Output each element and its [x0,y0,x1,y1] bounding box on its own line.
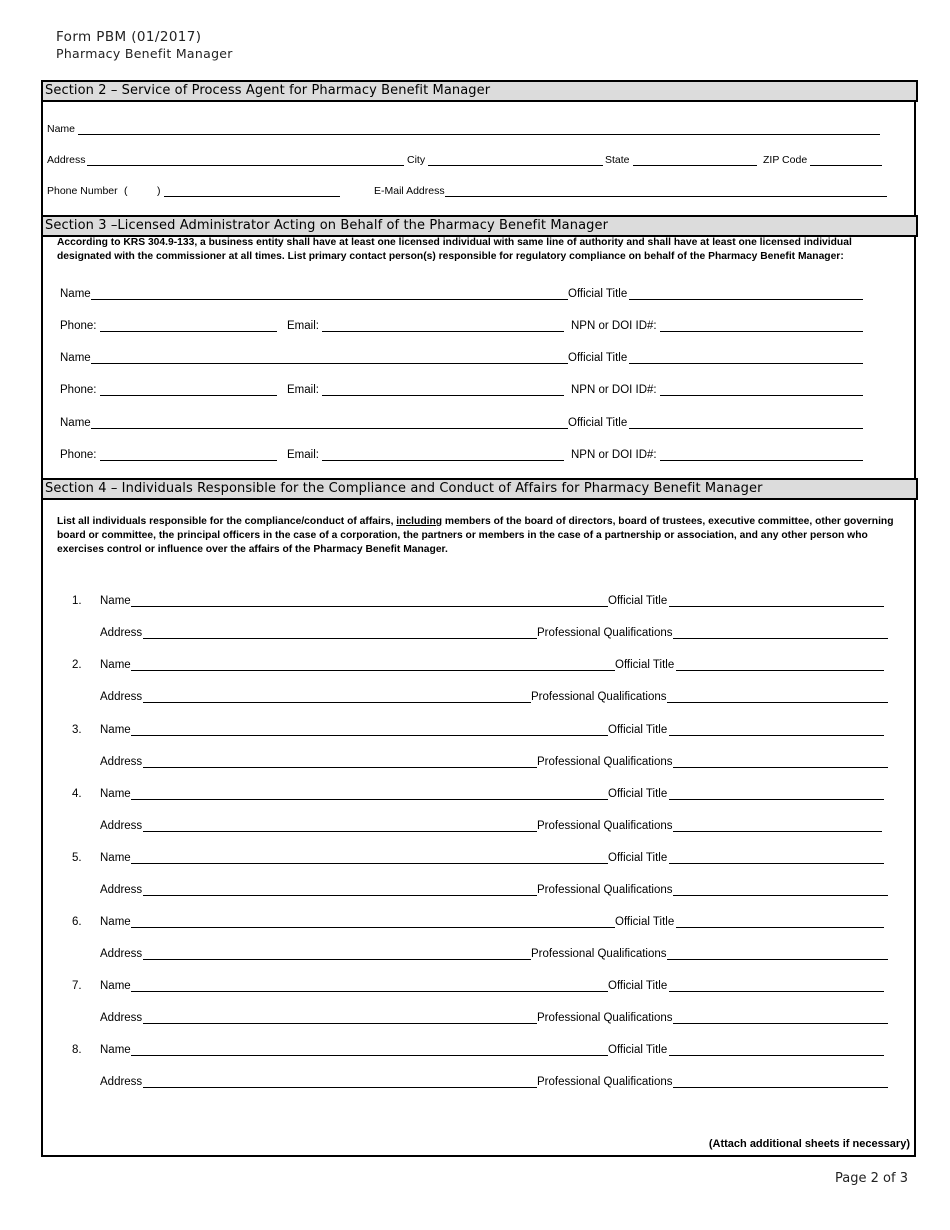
s4-qualifications-field[interactable] [673,831,882,832]
s4-address-label: Address [100,627,143,639]
s4-qualifications-label: Professional Qualifications [537,820,673,832]
s4-title-label: Official Title [608,724,668,736]
s2-phone-label: Phone Number [47,185,118,197]
s3-npn-label: NPN or DOI ID#: [571,384,657,396]
s3-instructions: According to KRS 304.9-133, a business entity shall have at least one licensed individual with same line of authority and shall have at least one licensed individual designated with the commissioner at all times. List primary contact person(s) responsible for regulatory compliance on behalf of the Pharmacy Benefit Manager: [57,237,852,262]
s4-qualifications-label: Professional Qualifications [537,627,673,639]
s4-entry-number: 6. [72,916,82,928]
s4-name-field[interactable] [131,1055,608,1056]
s3-phone-label: Phone: [60,320,97,332]
s3-name-label: Name [60,288,91,300]
s4-entry-number: 8. [72,1044,82,1056]
s4-address-label: Address [100,948,143,960]
s3-npn-field[interactable] [660,395,863,396]
s4-qualifications-label: Professional Qualifications [537,1076,673,1088]
s4-entry-number: 4. [72,788,82,800]
s3-name-field[interactable] [91,363,568,364]
s3-title-field[interactable] [629,299,863,300]
section-3-title: Section 3 –Licensed Administrator Acting on Behalf of the Pharmacy Benefit Manager [41,215,918,237]
s4-address-label: Address [100,1012,143,1024]
s4-title-field[interactable] [669,1055,884,1056]
s3-phone-field[interactable] [100,460,277,461]
s4-qualifications-label: Professional Qualifications [537,884,673,896]
s4-name-field[interactable] [131,799,608,800]
s4-title-field[interactable] [669,735,884,736]
s3-email-label: Email: [287,449,319,461]
s4-qualifications-field[interactable] [667,959,888,960]
s2-zip-label: ZIP Code [763,154,808,166]
s3-email-label: Email: [287,320,319,332]
s2-name-field[interactable] [78,134,880,135]
s4-qualifications-field[interactable] [673,1087,888,1088]
s4-title-label: Official Title [608,980,668,992]
s3-name-field[interactable] [91,428,568,429]
s3-npn-label: NPN or DOI ID#: [571,320,657,332]
s4-address-field[interactable] [143,895,537,896]
s4-title-label: Official Title [608,1044,668,1056]
s4-qualifications-field[interactable] [673,638,888,639]
section-2-title: Section 2 – Service of Process Agent for Pharmacy Benefit Manager [41,80,918,102]
section-4-title: Section 4 – Individuals Responsible for the Compliance and Conduct of Affairs for Pharmacy Benefit Manager [41,478,918,500]
s4-address-field[interactable] [143,638,537,639]
s4-qualifications-field[interactable] [673,767,888,768]
s4-qualifications-field[interactable] [673,895,888,896]
s3-email-label: Email: [287,384,319,396]
s4-name-label: Name [100,1044,131,1056]
s2-state-field[interactable] [633,165,757,166]
s4-name-field[interactable] [131,863,608,864]
s4-name-label: Name [100,852,131,864]
s3-title-label: Official Title [568,352,628,364]
s4-instructions-end: members of the board of directors, board of trustees, executive committee, other governing board or committee, the principal officers in the case of a corporation, the partners or members in the case of a partnership or association, and any other person who exercises control or influence over the affairs of the Pharmacy Benefit Manager. [57,516,894,555]
s4-address-field[interactable] [143,959,531,960]
s3-email-field[interactable] [322,395,564,396]
s4-title-field[interactable] [669,606,884,607]
s4-name-field[interactable] [131,927,615,928]
s2-address-label: Address [47,154,86,166]
s3-npn-field[interactable] [660,331,863,332]
s3-npn-field[interactable] [660,460,863,461]
s4-title-label: Official Title [608,595,668,607]
s4-qualifications-label: Professional Qualifications [537,1012,673,1024]
s4-entry-number: 3. [72,724,82,736]
s4-entry-number: 7. [72,980,82,992]
form-id: Form PBM (01/2017) [56,29,202,45]
s4-qualifications-label: Professional Qualifications [531,691,667,703]
s2-email-field[interactable] [445,196,887,197]
s3-title-field[interactable] [629,363,863,364]
s2-state-label: State [605,154,630,166]
s4-title-field[interactable] [669,799,884,800]
s4-name-label: Name [100,659,131,671]
s3-title-field[interactable] [629,428,863,429]
s4-title-label: Official Title [615,659,675,671]
s3-npn-label: NPN or DOI ID#: [571,449,657,461]
s3-phone-field[interactable] [100,395,277,396]
s3-phone-field[interactable] [100,331,277,332]
s4-title-label: Official Title [608,788,668,800]
page-number: Page 2 of 3 [835,1171,908,1186]
s3-name-label: Name [60,352,91,364]
s4-qualifications-label: Professional Qualifications [531,948,667,960]
s2-email-label: E-Mail Address [374,185,445,197]
s4-qualifications-field[interactable] [673,1023,888,1024]
s4-name-field[interactable] [131,606,608,607]
s4-title-field[interactable] [669,991,884,992]
s4-address-label: Address [100,1076,143,1088]
s3-phone-label: Phone: [60,449,97,461]
s4-name-label: Name [100,980,131,992]
s4-instructions-emphasis: including [396,516,443,527]
s4-address-field[interactable] [143,767,537,768]
s4-address-label: Address [100,820,143,832]
s2-phone-paren-close: ) [157,185,161,197]
s2-city-field[interactable] [428,165,603,166]
s2-phone-paren-open: ( [124,185,128,197]
s4-address-field[interactable] [143,702,531,703]
s4-address-label: Address [100,884,143,896]
s4-title-field[interactable] [676,927,884,928]
s4-entry-number: 1. [72,595,82,607]
s4-name-label: Name [100,788,131,800]
s4-name-field[interactable] [131,991,608,992]
s4-name-field[interactable] [131,670,615,671]
s4-address-field[interactable] [143,1087,537,1088]
s3-title-label: Official Title [568,417,628,429]
s2-zip-field[interactable] [810,165,882,166]
s4-instructions-start: List all individuals responsible for the compliance/conduct of affairs, [57,516,397,527]
s4-entry-number: 5. [72,852,82,864]
form-subtitle: Pharmacy Benefit Manager [56,46,233,61]
s4-address-field[interactable] [143,1023,537,1024]
s4-name-label: Name [100,595,131,607]
s4-name-label: Name [100,724,131,736]
s4-address-label: Address [100,691,143,703]
s3-email-field[interactable] [322,331,564,332]
s4-title-field[interactable] [676,670,884,671]
s4-title-label: Official Title [615,916,675,928]
s4-name-field[interactable] [131,735,608,736]
s2-name-label: Name [47,123,76,135]
s2-phone-field[interactable] [164,196,340,197]
attach-sheets-note: (Attach additional sheets if necessary) [708,1138,910,1150]
s2-city-label: City [407,154,426,166]
s4-title-label: Official Title [608,852,668,864]
s4-address-label: Address [100,756,143,768]
s4-title-field[interactable] [669,863,884,864]
s3-name-label: Name [60,417,91,429]
s4-qualifications-label: Professional Qualifications [537,756,673,768]
s4-instructions [57,515,897,557]
s4-entry-number: 2. [72,659,82,671]
s2-address-field[interactable] [87,165,404,166]
s4-name-label: Name [100,916,131,928]
s3-title-label: Official Title [568,288,628,300]
s4-address-field[interactable] [143,831,537,832]
s3-phone-label: Phone: [60,384,97,396]
s4-qualifications-field[interactable] [667,702,888,703]
s3-name-field[interactable] [91,299,568,300]
s3-email-field[interactable] [322,460,564,461]
